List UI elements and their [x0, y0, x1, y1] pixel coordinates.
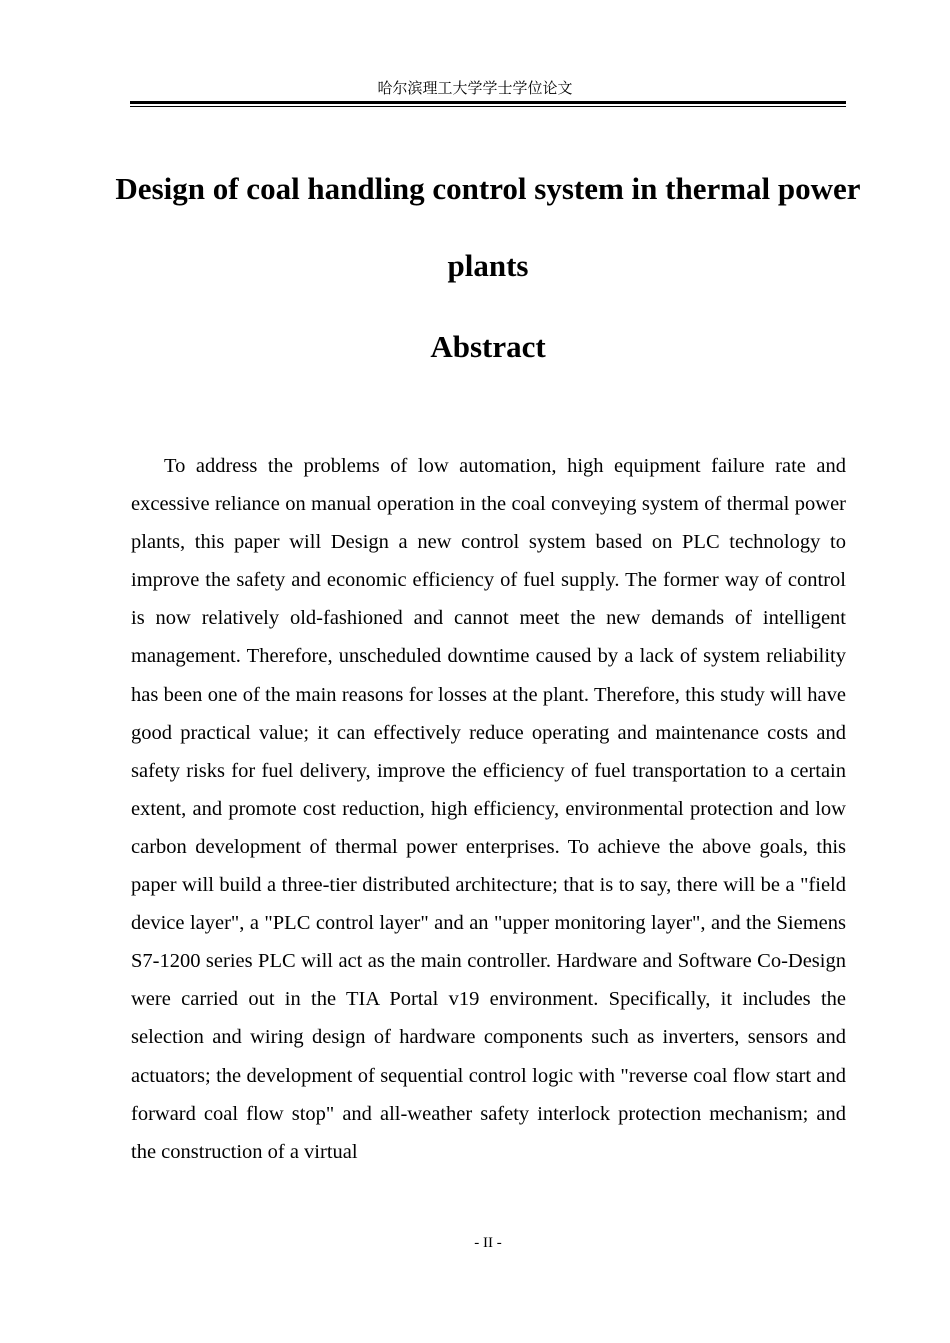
abstract-body: To address the problems of low automation, high equipment failure rate and excessive reliance on manual operation in the coal conveying system of thermal power plants, this paper will Design a new control system based on PLC technology to improve the safety and economic efficiency of fuel supply. The former way of control is now relatively old-fashioned and cannot meet the new demands of intelligent management. Therefore, unscheduled downtime caused by a lack of system reliability has been one of the main reasons for losses at the plant. Therefore, this study will have good practical value; it can effectively reduce operating and maintenance costs and safety risks for fuel delivery, improve the efficiency of fuel transportation to a certain extent, and promote cost reduction, high efficiency, environmental protection and low carbon development of thermal power enterprises. To achieve the above goals, this paper will build a three-tier distributed architecture; that is to say, there will be a "field device layer", a "PLC control layer" and an "upper monitoring layer", and the Siemens S7-1200 series PLC will act as the main controller. Hardware and Software Co-Design were carried out in the TIA Portal v19 environment. Specifically, it includes the selection and wiring design of hardware components such as inverters, sensors and actuators; the development of sequential control logic with "reverse coal flow start and forward coal flow stop" and all-weather safety interlock protection mechanism; and the construction of a virtual [131, 455, 846, 1163]
header-rule-thin [130, 106, 846, 107]
page-header: 哈尔滨理工大学学士学位论文 [377, 79, 573, 97]
thesis-title: Design of coal handling control system in thermal power plants [115, 171, 861, 283]
header-rule-thick [130, 101, 846, 104]
abstract-heading: Abstract [430, 329, 546, 364]
page-number: - II - [474, 1235, 502, 1251]
